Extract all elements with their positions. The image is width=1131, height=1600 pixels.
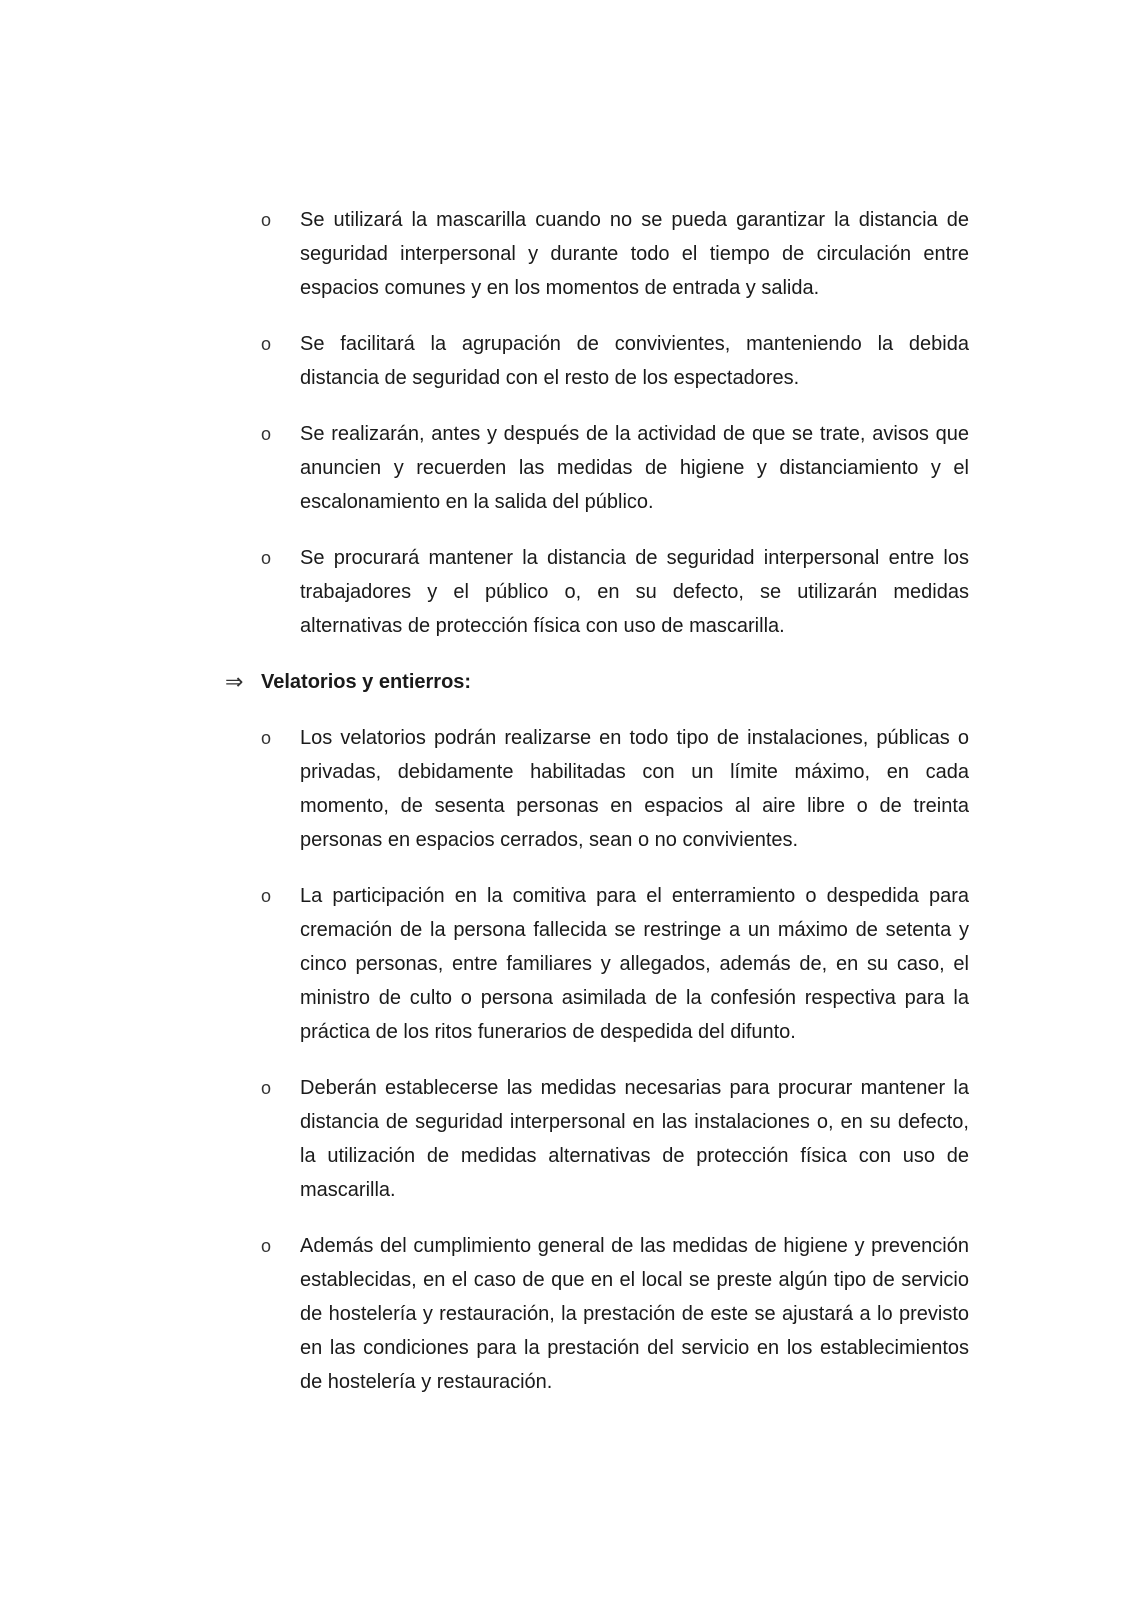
circle-bullet-icon: o <box>261 1236 272 1256</box>
list-item-text: Además del cumplimiento general de las medidas de higiene y prevención establecidas, en el caso de que en el local se preste algún tipo de servicio de hostelería y restauración, la prestación de este se ajustará a lo previsto en las condiciones para la prestación del servicio en los establecimientos de hostelería y restauración. <box>300 1235 969 1393</box>
list-item <box>229 721 969 857</box>
measures-list <box>229 203 969 643</box>
list-item-text: Los velatorios podrán realizarse en todo tipo de instalaciones, públicas o privadas, debidamente habilitadas con un límite máximo, en cada momento, de sesenta personas en espacios al aire libre o de treinta personas en espacios cerrados, sean o no convivientes. <box>300 727 969 851</box>
list-item <box>229 1071 969 1207</box>
list-item-text: Deberán establecerse las medidas necesarias para procurar mantener la distancia de seguridad interpersonal en las instalaciones o, en su defecto, la utilización de medidas alternativas de protección física con uso de mascarilla. <box>300 1077 969 1201</box>
circle-bullet-icon: o <box>261 886 272 906</box>
list-item <box>229 417 969 519</box>
list-item <box>229 1229 969 1399</box>
list-item-text: Se realizarán, antes y después de la actividad de que se trate, avisos que anuncien y recuerden las medidas de higiene y distanciamiento y el escalonamiento en la salida del público. <box>300 423 969 513</box>
double-arrow-icon: ⇒ <box>225 669 244 694</box>
list-item <box>229 879 969 1049</box>
circle-bullet-icon: o <box>261 424 272 444</box>
funeral-measures-list <box>229 721 969 1399</box>
list-item <box>229 203 969 305</box>
list-item <box>229 541 969 643</box>
circle-bullet-icon: o <box>261 334 272 354</box>
list-item-text: Se facilitará la agrupación de convivientes, manteniendo la debida distancia de seguridad con el resto de los espectadores. <box>300 333 969 389</box>
circle-bullet-icon: o <box>261 210 272 230</box>
circle-bullet-icon: o <box>261 548 272 568</box>
circle-bullet-icon: o <box>261 1078 272 1098</box>
section-heading <box>225 665 969 699</box>
section-heading-text: Velatorios y entierros: <box>261 671 472 693</box>
page-content <box>225 203 969 1421</box>
list-item-text: La participación en la comitiva para el enterramiento o despedida para cremación de la persona fallecida se restringe a un máximo de setenta y cinco personas, entre familiares y allegados, además de, en su caso, el ministro de culto o persona asimilada de la confesión respectiva para la práctica de los ritos funerarios de despedida del difunto. <box>300 885 969 1043</box>
circle-bullet-icon: o <box>261 728 272 748</box>
list-item-text: Se procurará mantener la distancia de seguridad interpersonal entre los trabajadores y el público o, en su defecto, se utilizarán medidas alternativas de protección física con uso de mascarilla. <box>300 547 969 637</box>
list-item-text: Se utilizará la mascarilla cuando no se pueda garantizar la distancia de seguridad interpersonal y durante todo el tiempo de circulación entre espacios comunes y en los momentos de entrada y salida. <box>300 209 969 299</box>
list-item <box>229 327 969 395</box>
